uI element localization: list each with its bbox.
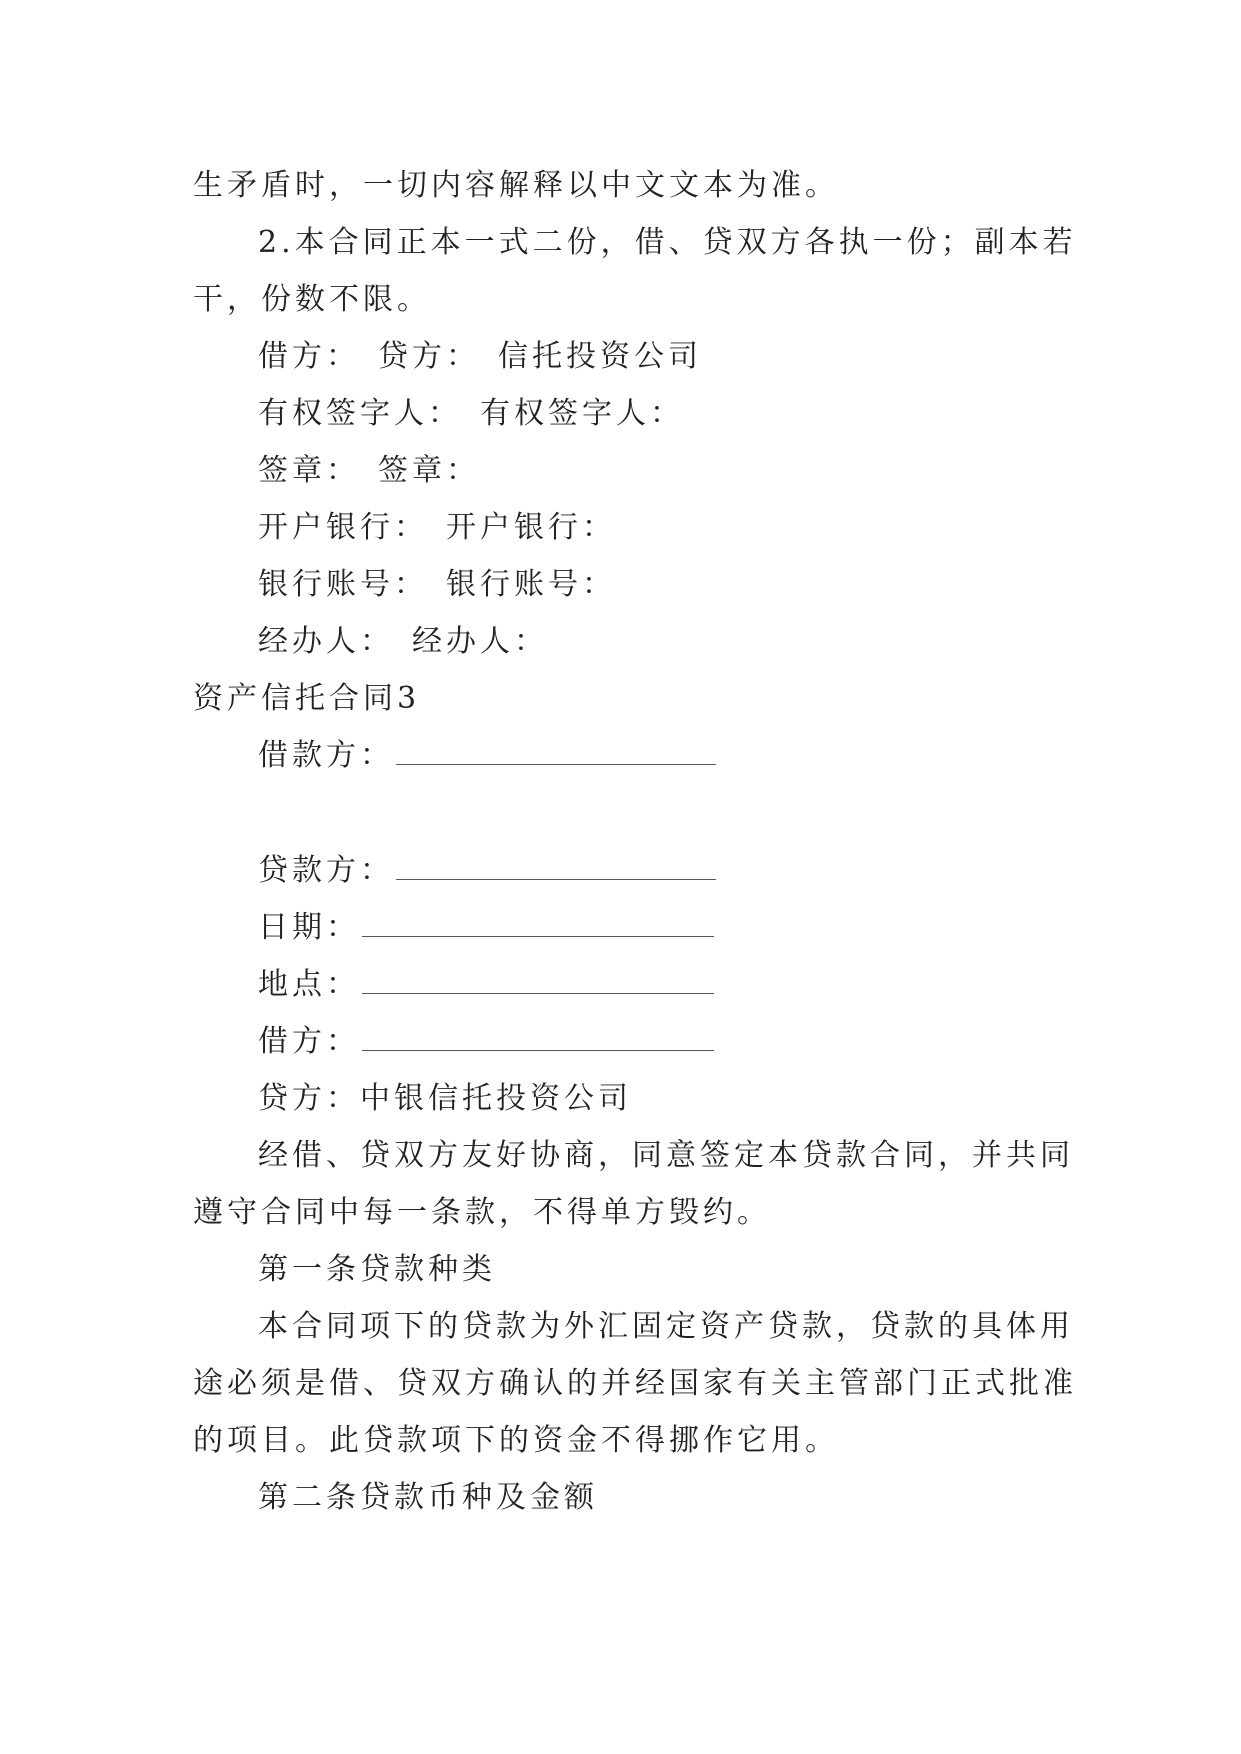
bank-label: 开户银行： xyxy=(258,510,428,545)
section-title: 资产信托合同3 xyxy=(193,681,421,716)
clause-heading: 第一条贷款种类 xyxy=(258,1252,496,1287)
blank-line xyxy=(396,742,716,765)
fill-in-row xyxy=(258,1022,714,1062)
paragraph-line: 2.本合同正本一式二份，借、贷双方各执一份；副本若 xyxy=(258,225,1077,260)
account-label: 银行账号： xyxy=(258,567,428,602)
clause-heading: 第二条贷款币种及金额 xyxy=(258,1480,598,1515)
seal-label: 签章： xyxy=(378,453,480,488)
paragraph-line: 的项目。此贷款项下的资金不得挪作它用。 xyxy=(193,1423,839,1458)
blank-line xyxy=(396,857,716,880)
handler-label: 经办人： xyxy=(258,624,394,659)
signature-row xyxy=(258,622,548,662)
borrower-field-label: 借款方： xyxy=(258,738,394,773)
paragraph-line: 经借、贷双方友好协商，同意签定本贷款合同，并共同 xyxy=(258,1138,1074,1173)
blank-line xyxy=(362,1028,714,1051)
fill-in-row xyxy=(258,965,714,1005)
account-label: 银行账号： xyxy=(446,567,616,602)
date-field-label: 日期： xyxy=(258,910,360,945)
paragraph-line: 贷方：中银信托投资公司 xyxy=(258,1081,632,1116)
fill-in-row xyxy=(258,908,714,948)
blank-line xyxy=(362,914,714,937)
signature-row xyxy=(258,565,616,605)
signature-row xyxy=(258,337,702,377)
signature-row xyxy=(258,451,480,491)
borrower-label: 借方： xyxy=(258,339,360,374)
handler-label: 经办人： xyxy=(412,624,548,659)
lender-name: 信托投资公司 xyxy=(498,339,702,374)
bank-label: 开户银行： xyxy=(446,510,616,545)
fill-in-row xyxy=(258,851,716,891)
fill-in-row xyxy=(258,736,716,776)
paragraph-line: 遵守合同中每一条款，不得单方毁约。 xyxy=(193,1195,771,1230)
paragraph-line: 本合同项下的贷款为外汇固定资产贷款，贷款的具体用 xyxy=(258,1309,1074,1344)
signatory-label: 有权签字人： xyxy=(480,396,684,431)
borrower-party-label: 借方： xyxy=(258,1024,360,1059)
place-field-label: 地点： xyxy=(258,967,360,1002)
lender-field-label: 贷款方： xyxy=(258,853,394,888)
signature-row xyxy=(258,394,684,434)
lender-label: 贷方： xyxy=(378,339,480,374)
paragraph-line: 干，份数不限。 xyxy=(193,282,431,317)
seal-label: 签章： xyxy=(258,453,360,488)
paragraph-line: 生矛盾时，一切内容解释以中文文本为准。 xyxy=(193,168,839,203)
signatory-label: 有权签字人： xyxy=(258,396,462,431)
blank-line xyxy=(362,971,714,994)
paragraph-line: 途必须是借、贷双方确认的并经国家有关主管部门正式批准 xyxy=(193,1366,1077,1401)
signature-row xyxy=(258,508,616,548)
